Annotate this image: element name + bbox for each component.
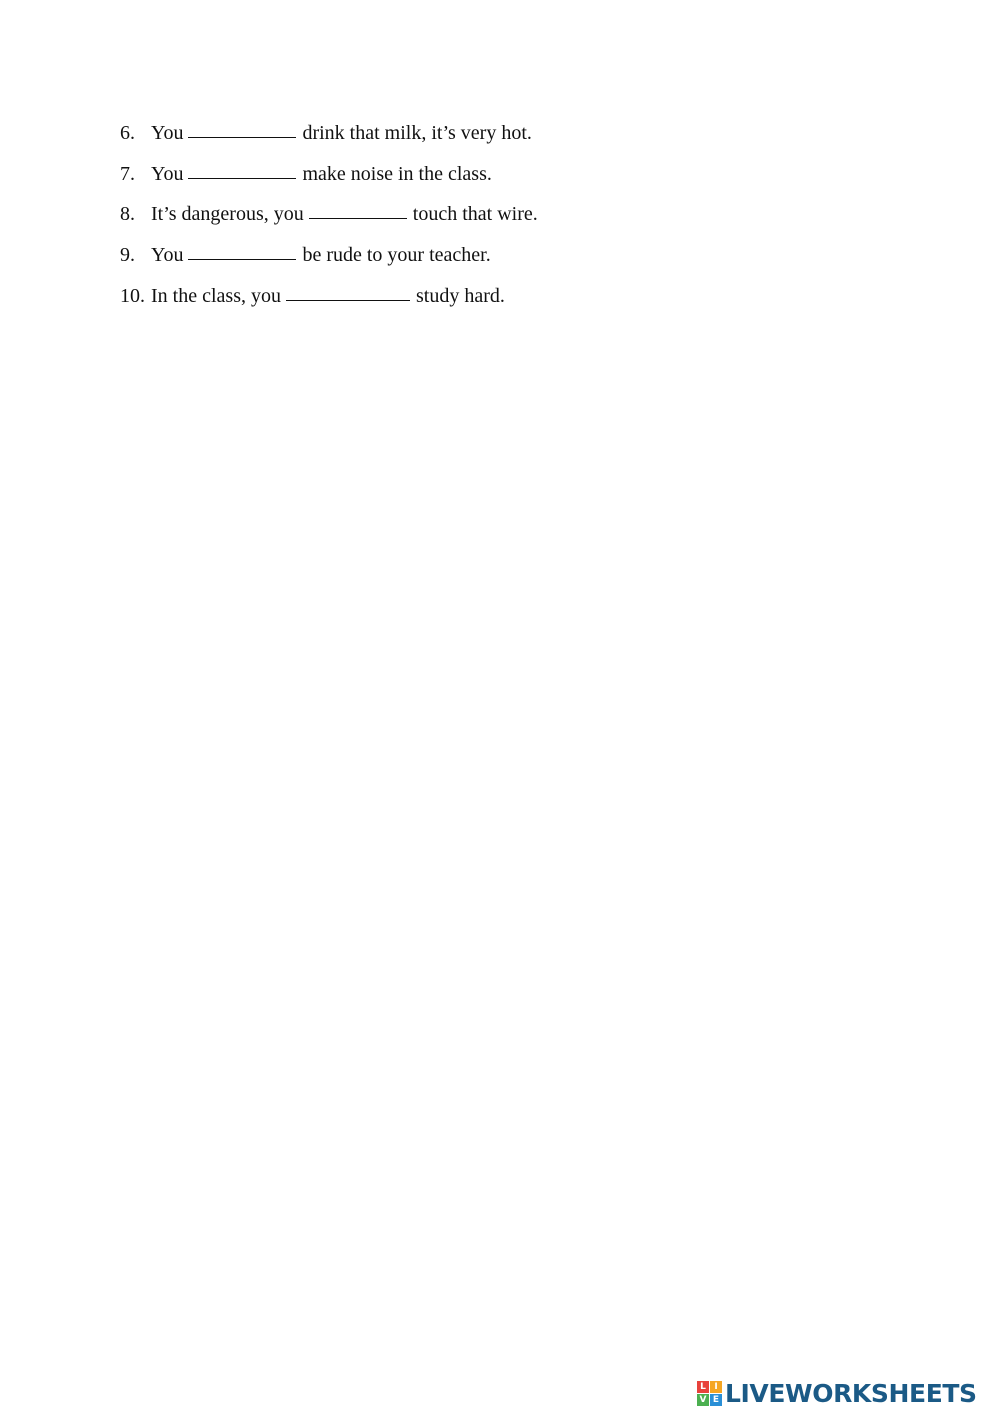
item-number: 10. xyxy=(120,284,145,307)
sentence-start: You xyxy=(151,122,184,144)
answer-blank[interactable] xyxy=(286,299,410,301)
answer-blank[interactable] xyxy=(188,177,296,179)
logo-mark-cell: V xyxy=(697,1394,709,1406)
item-number: 6. xyxy=(120,122,135,144)
exercise-item xyxy=(120,279,538,320)
sentence-start: You xyxy=(151,162,184,185)
exercise-item xyxy=(120,116,538,157)
logo-mark-cell: L xyxy=(697,1381,709,1393)
exercise-list xyxy=(120,116,538,319)
sentence-end: drink that milk, it’s very hot. xyxy=(302,122,532,144)
exercise-item xyxy=(120,197,538,238)
sentence-end: be rude to your teacher. xyxy=(302,244,491,267)
answer-blank[interactable] xyxy=(188,258,296,260)
sentence-end: study hard. xyxy=(415,284,505,307)
logo-mark-icon xyxy=(697,1381,722,1406)
sentence-start: It’s dangerous, you xyxy=(151,203,304,226)
sentence-start: In the class, you xyxy=(151,284,281,307)
exercise-item xyxy=(120,157,538,198)
exercise-item xyxy=(120,238,538,279)
sentence-start: You xyxy=(151,244,184,267)
logo-mark-cell: I xyxy=(710,1381,722,1393)
answer-blank[interactable] xyxy=(309,217,407,219)
item-number: 8. xyxy=(120,203,135,226)
sentence-end: touch that wire. xyxy=(412,203,538,226)
item-number: 9. xyxy=(120,244,135,267)
answer-blank[interactable] xyxy=(188,136,296,138)
logo-text: LIVEWORKSHEETS xyxy=(725,1378,977,1408)
item-number: 7. xyxy=(120,162,135,185)
liveworksheets-logo xyxy=(697,1377,977,1409)
logo-mark-cell: E xyxy=(710,1394,722,1406)
sentence-end: make noise in the class. xyxy=(302,162,492,185)
